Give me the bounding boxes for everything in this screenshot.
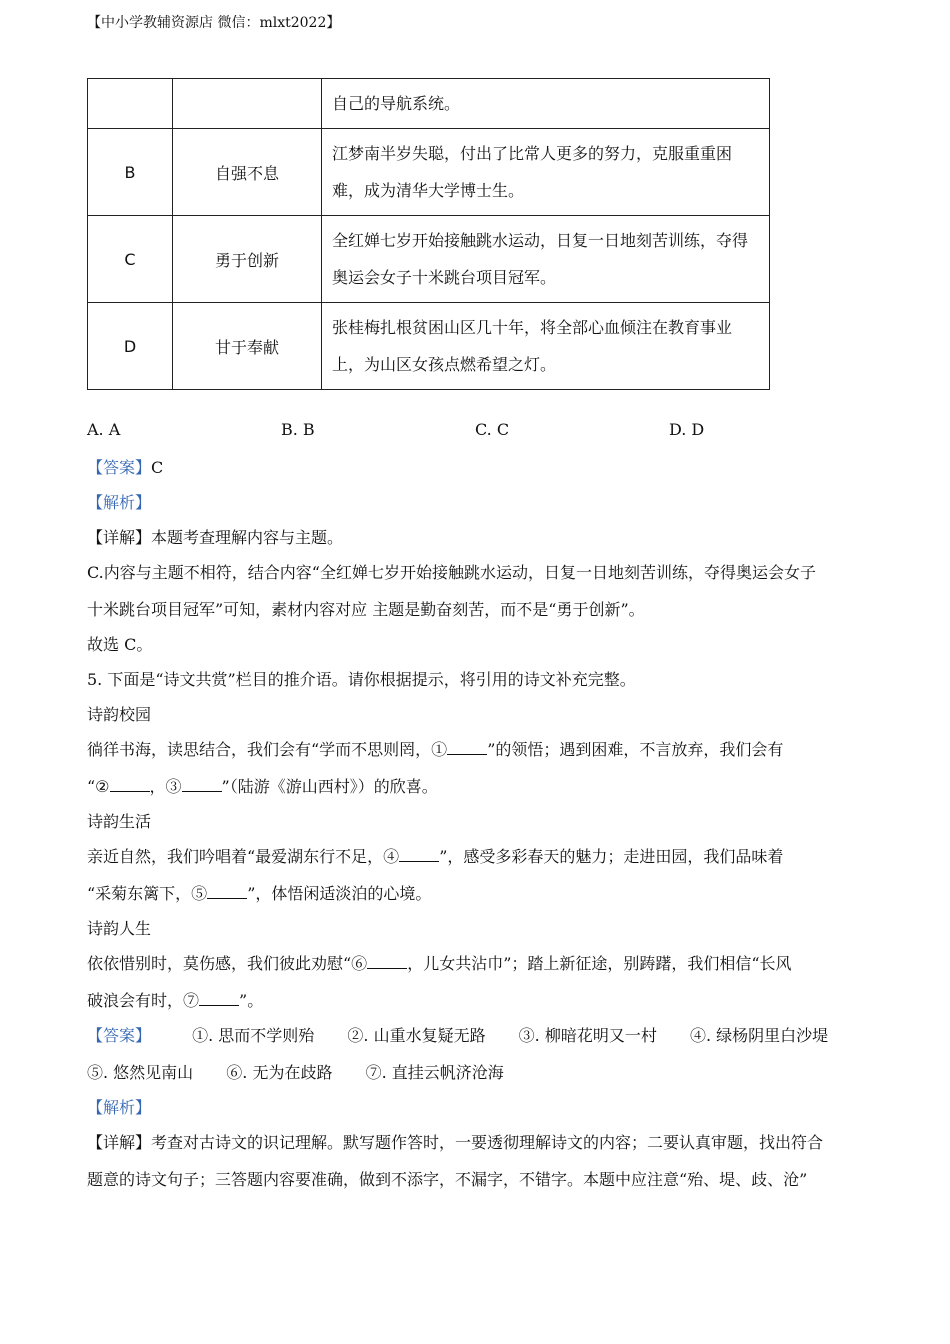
q5-section-2-title: 诗韵生活 bbox=[87, 812, 152, 831]
option-letter: C bbox=[88, 216, 173, 303]
options-table bbox=[87, 78, 770, 390]
page-header: 【中小学教辅资源店 微信：mlxt2022】 bbox=[87, 15, 341, 31]
option-letter: D bbox=[88, 303, 173, 390]
q5-detail-2: 题意的诗文句子；三答题内容要准确，做到不添字，不漏字，不错字。本题中应注意“殆、堤、歧、沧” bbox=[87, 1170, 808, 1189]
text: “采菊东篱下，⑤ bbox=[87, 884, 208, 903]
q5-detail-1: 【详解】考查对古诗文的识记理解。默写题作答时，一要透彻理解诗文的内容；二要认真审题，找出符合 bbox=[87, 1133, 824, 1152]
q5-answers-line-2 bbox=[87, 1060, 504, 1083]
q5-analysis-tag: 【解析】 bbox=[87, 1098, 152, 1117]
q5-section-2-line-1 bbox=[87, 844, 783, 867]
answer-item: ⑦. 直挂云帆济沧海 bbox=[365, 1063, 504, 1082]
blank-7[interactable] bbox=[199, 991, 239, 1006]
choice-b: B. B bbox=[281, 420, 315, 439]
choice-a: A. A bbox=[87, 420, 121, 439]
answer-value: C bbox=[151, 458, 164, 477]
table-row bbox=[88, 303, 770, 390]
option-theme: 勇于创新 bbox=[173, 216, 322, 303]
q5-section-2-line-2 bbox=[87, 881, 431, 904]
q4-explain-1: C.内容与主题不相符，结合内容“全红婵七岁开始接触跳水运动，日复一日地刻苦训练，夺得奥运会女子 bbox=[87, 563, 816, 582]
text: “② bbox=[87, 777, 110, 796]
q5-section-3-line-1 bbox=[87, 951, 792, 974]
answer-item: ②. 山重水复疑无路 bbox=[347, 1026, 486, 1045]
answer-item: ③. 柳暗花明又一村 bbox=[518, 1026, 657, 1045]
blank-4[interactable] bbox=[399, 847, 439, 862]
q4-explain-2: 十米跳台项目冠军”可知，素材内容对应 主题是勤奋刻苦，而不是“勇于创新”。 bbox=[87, 600, 645, 619]
q4-conclusion: 故选 C。 bbox=[87, 635, 153, 654]
q5-section-1-title: 诗韵校园 bbox=[87, 705, 152, 724]
text: ，③ bbox=[149, 777, 182, 796]
blank-3[interactable] bbox=[182, 777, 222, 792]
table-row bbox=[88, 216, 770, 303]
option-content: 自己的导航系统。 bbox=[322, 79, 770, 129]
answer-item: ①. 思而不学则殆 bbox=[192, 1026, 315, 1045]
blank-1[interactable] bbox=[447, 740, 487, 755]
q5-stem: 5. 下面是“诗文共赏”栏目的推介语。请你根据提示，将引用的诗文补充完整。 bbox=[87, 670, 636, 689]
text: 亲近自然，我们吟唱着“最爱湖东行不足，④ bbox=[87, 847, 400, 866]
answer-item: ⑤. 悠然见南山 bbox=[87, 1063, 194, 1082]
answer-tag: 【答案】 bbox=[87, 1026, 152, 1045]
option-theme bbox=[173, 79, 322, 129]
option-content: 张桂梅扎根贫困山区几十年，将全部心血倾注在教育事业上，为山区女孩点燃希望之灯。 bbox=[322, 303, 770, 390]
option-theme: 自强不息 bbox=[173, 129, 322, 216]
blank-2[interactable] bbox=[110, 777, 150, 792]
text: 破浪会有时，⑦ bbox=[87, 991, 200, 1010]
q4-answer bbox=[87, 455, 163, 478]
text: 依依惜别时，莫伤感，我们彼此劝慰“⑥ bbox=[87, 954, 368, 973]
option-theme: 甘于奉献 bbox=[173, 303, 322, 390]
q5-section-1-line-1 bbox=[87, 737, 783, 760]
text: ”。 bbox=[239, 991, 264, 1010]
choice-c: C. C bbox=[475, 420, 510, 439]
q5-section-3-title: 诗韵人生 bbox=[87, 919, 152, 938]
option-content: 全红婵七岁开始接触跳水运动，日复一日地刻苦训练，夺得奥运会女子十米跳台项目冠军。 bbox=[322, 216, 770, 303]
q4-analysis-tag: 【解析】 bbox=[87, 493, 152, 512]
option-letter bbox=[88, 79, 173, 129]
q5-answers-line-1 bbox=[87, 1023, 828, 1046]
option-content: 江梦南半岁失聪，付出了比常人更多的努力，克服重重困难，成为清华大学博士生。 bbox=[322, 129, 770, 216]
q4-detail: 【详解】本题考查理解内容与主题。 bbox=[87, 528, 344, 547]
blank-6[interactable] bbox=[367, 954, 407, 969]
table-row bbox=[88, 129, 770, 216]
blank-5[interactable] bbox=[207, 884, 247, 899]
answer-item: ④. 绿杨阴里白沙堤 bbox=[689, 1026, 829, 1045]
choice-d: D. D bbox=[669, 420, 705, 439]
answer-tag: 【答案】 bbox=[87, 458, 152, 477]
text: ，儿女共沾巾”；踏上新征途，别踌躇，我们相信“长风 bbox=[407, 954, 792, 973]
text: ”（陆游《游山西村》）的欣喜。 bbox=[221, 777, 438, 796]
option-letter: B bbox=[88, 129, 173, 216]
text: 徜徉书海，读思结合，我们会有“学而不思则罔，① bbox=[87, 740, 448, 759]
q5-section-3-line-2 bbox=[87, 988, 263, 1011]
q5-section-1-line-2 bbox=[87, 774, 438, 797]
answer-item: ⑥. 无为在歧路 bbox=[226, 1063, 333, 1082]
text: ”，体悟闲适淡泊的心境。 bbox=[247, 884, 432, 903]
text: ”的领悟；遇到困难，不言放弃，我们会有 bbox=[487, 740, 784, 759]
text: ”，感受多彩春天的魅力；走进田园，我们品味着 bbox=[439, 847, 784, 866]
table-row bbox=[88, 79, 770, 129]
